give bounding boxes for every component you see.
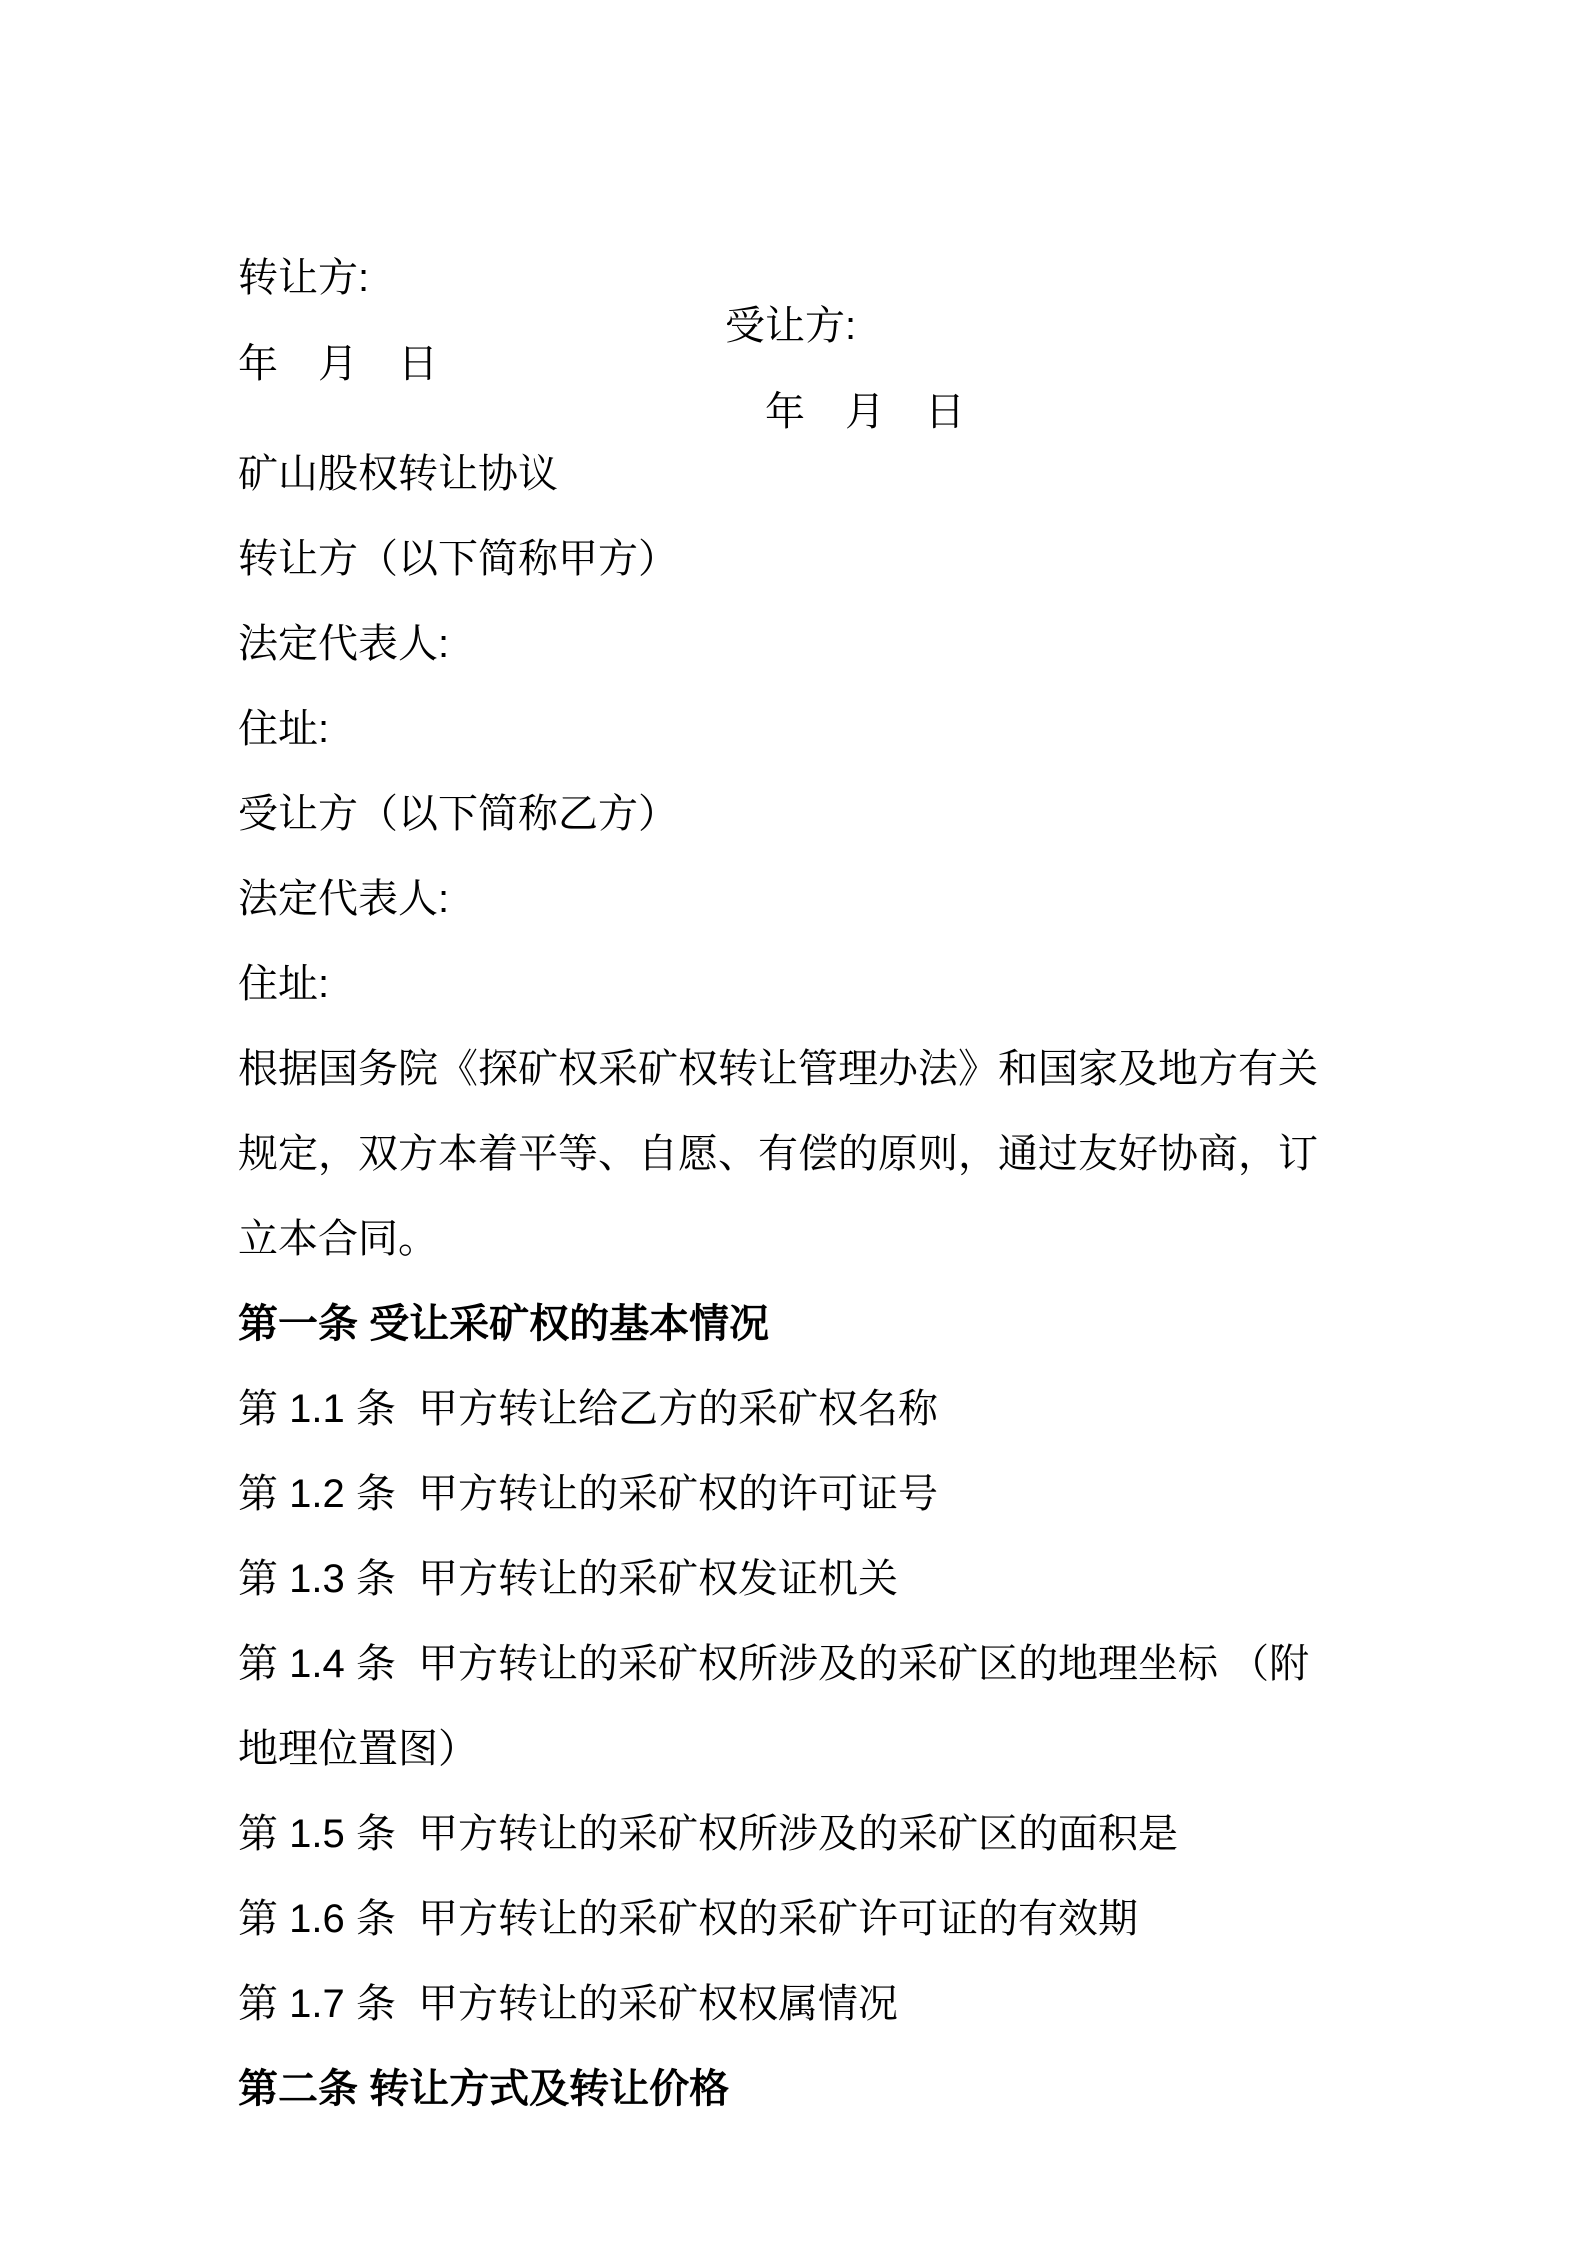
date-line-left: 年 月 日 [238,342,438,386]
signature-header-parties-row [238,206,1348,348]
clause-1-3: 第 1.3 条 甲方转让的采矿权发证机关 [238,1557,899,1601]
transferee-label: 受让方: [725,304,857,348]
date-line-right: 年 月 日 [765,390,965,434]
clause-1-7: 第 1.7 条 甲方转让的采矿权权属情况 [238,1982,899,2026]
signature-header-dates-row [238,292,1348,434]
article-1-heading: 第一条 受让采矿权的基本情况 [238,1302,770,1346]
legal-rep-a-line: 法定代表人: [238,622,450,666]
party-a-line: 转让方（以下简称甲方） [238,537,678,581]
address-b-line: 住址: [238,962,330,1006]
doc-title: 矿山股权转让协议 [238,452,558,496]
clause-1-4: 第 1.4 条 甲方转让的采矿权所涉及的采矿区的地理坐标 （附地理位置图） [238,1642,1310,1771]
clause-1-5: 第 1.5 条 甲方转让的采矿权所涉及的采矿区的面积是 [238,1812,1179,1856]
preamble-paragraph: 根据国务院《探矿权采矿权转让管理办法》和国家及地方有关规定，双方本着平等、自愿、有偿的原则，通过友好协商，订立本合同。 [238,1047,1318,1261]
clause-1-2: 第 1.2 条 甲方转让的采矿权的许可证号 [238,1472,939,1516]
legal-rep-b-line: 法定代表人: [238,877,450,921]
clause-1-6: 第 1.6 条 甲方转让的采矿权的采矿许可证的有效期 [238,1897,1139,1941]
transferor-label: 转让方: [238,256,370,300]
address-a-line: 住址: [238,707,330,751]
document-body [238,432,1346,2132]
article-2-heading: 第二条 转让方式及转让价格 [238,2067,730,2111]
clause-1-1: 第 1.1 条 甲方转让给乙方的采矿权名称 [238,1387,939,1431]
party-b-line: 受让方（以下简称乙方） [238,792,678,836]
